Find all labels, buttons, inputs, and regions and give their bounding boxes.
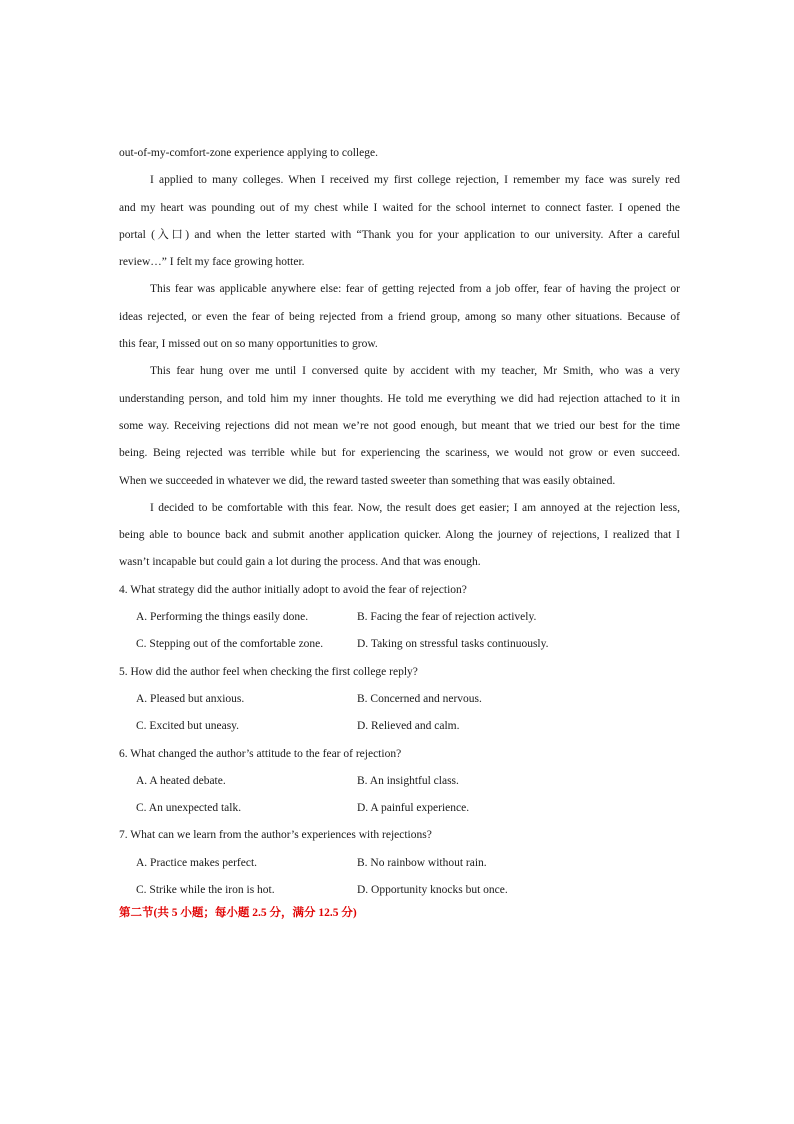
passage-line: portal (入口) and when the letter started with “Thank you for your application to our university. After a careful bbox=[119, 228, 680, 241]
option-d: D. A painful experience. bbox=[357, 802, 470, 815]
option-a: A. Practice makes perfect. bbox=[136, 856, 258, 869]
option-row bbox=[119, 717, 680, 744]
option-b: B. An insightful class. bbox=[357, 774, 459, 787]
option-c: C. An unexpected talk. bbox=[136, 802, 242, 815]
passage-line: out-of-my-comfort-zone experience applying to college. bbox=[119, 147, 378, 159]
question-stem: 4. What strategy did the author initially adopt to avoid the fear of rejection? bbox=[119, 583, 467, 596]
question-stem: 6. What changed the author’s attitude to the fear of rejection? bbox=[119, 747, 402, 760]
passage-line: ideas rejected, or even the fear of being rejected from a friend group, among so many other situations. Because of bbox=[119, 310, 680, 323]
option-row bbox=[119, 608, 680, 635]
question-stem: 7. What can we learn from the author’s experiences with rejections? bbox=[119, 829, 432, 842]
option-row bbox=[119, 799, 680, 826]
passage-line: I applied to many colleges. When I received my first college rejection, I remember my face was surely red bbox=[150, 174, 680, 187]
passage-line: This fear was applicable anywhere else: fear of getting rejected from a job offer, fear of having the project or bbox=[150, 283, 680, 296]
passage-line: this fear, I missed out on so many opportunities to grow. bbox=[119, 338, 378, 351]
option-a: A. Performing the things easily done. bbox=[136, 611, 309, 624]
passage-line: being. Being rejected was terrible while but for experiencing the scariness, we would not grow or even succeed. bbox=[119, 447, 680, 460]
passage-line: being able to bounce back and submit another application quicker. Along the journey of rejections, I realized that I bbox=[119, 529, 680, 542]
question-5 bbox=[119, 663, 680, 745]
option-row bbox=[119, 690, 680, 717]
option-c: C. Excited but uneasy. bbox=[136, 720, 240, 733]
option-b: B. Facing the fear of rejection actively. bbox=[357, 611, 537, 624]
passage-line: wasn’t incapable but could gain a lot during the process. And that was enough. bbox=[119, 556, 481, 569]
question-7 bbox=[119, 826, 680, 908]
option-d: D. Relieved and calm. bbox=[357, 720, 460, 733]
question-4 bbox=[119, 581, 680, 663]
passage-line: I decided to be comfortable with this fear. Now, the result does get easier; I am annoyed at the rejection less, bbox=[150, 501, 680, 514]
option-b: B. No rainbow without rain. bbox=[357, 856, 487, 869]
passage bbox=[119, 144, 680, 581]
question-6 bbox=[119, 745, 680, 827]
passage-line: This fear hung over me until I conversed quite by accident with my teacher, Mr Smith, who was a very bbox=[150, 365, 680, 378]
document-page bbox=[119, 144, 680, 908]
option-a: A. A heated debate. bbox=[136, 774, 226, 787]
option-d: D. Taking on stressful tasks continuously. bbox=[357, 638, 549, 651]
option-c: C. Stepping out of the comfortable zone. bbox=[136, 638, 324, 651]
option-c: C. Strike while the iron is hot. bbox=[136, 884, 275, 897]
option-a: A. Pleased but anxious. bbox=[136, 692, 245, 705]
option-b: B. Concerned and nervous. bbox=[357, 692, 482, 705]
passage-line: When we succeeded in whatever we did, the reward tasted sweeter than something that was easily obtained. bbox=[119, 474, 616, 487]
question-stem: 5. How did the author feel when checking the first college reply? bbox=[119, 665, 418, 678]
passage-line: understanding person, and told him my inner thoughts. He told me everything we did had rejection attached to it in bbox=[119, 392, 680, 405]
option-row bbox=[119, 854, 680, 881]
option-d: D. Opportunity knocks but once. bbox=[357, 884, 508, 897]
passage-line: some way. Receiving rejections did not mean we’re not good enough, but meant that we tried our best for the time bbox=[119, 419, 680, 432]
option-row bbox=[119, 772, 680, 799]
option-row bbox=[119, 635, 680, 662]
passage-line: and my heart was pounding out of my chest while I waited for the school internet to connect faster. I opened the bbox=[119, 201, 680, 214]
passage-line: review…” I felt my face growing hotter. bbox=[119, 256, 305, 269]
section-heading: 第二节(共 5 小题；每小题 2.5 分，满分 12.5 分) bbox=[119, 907, 357, 919]
